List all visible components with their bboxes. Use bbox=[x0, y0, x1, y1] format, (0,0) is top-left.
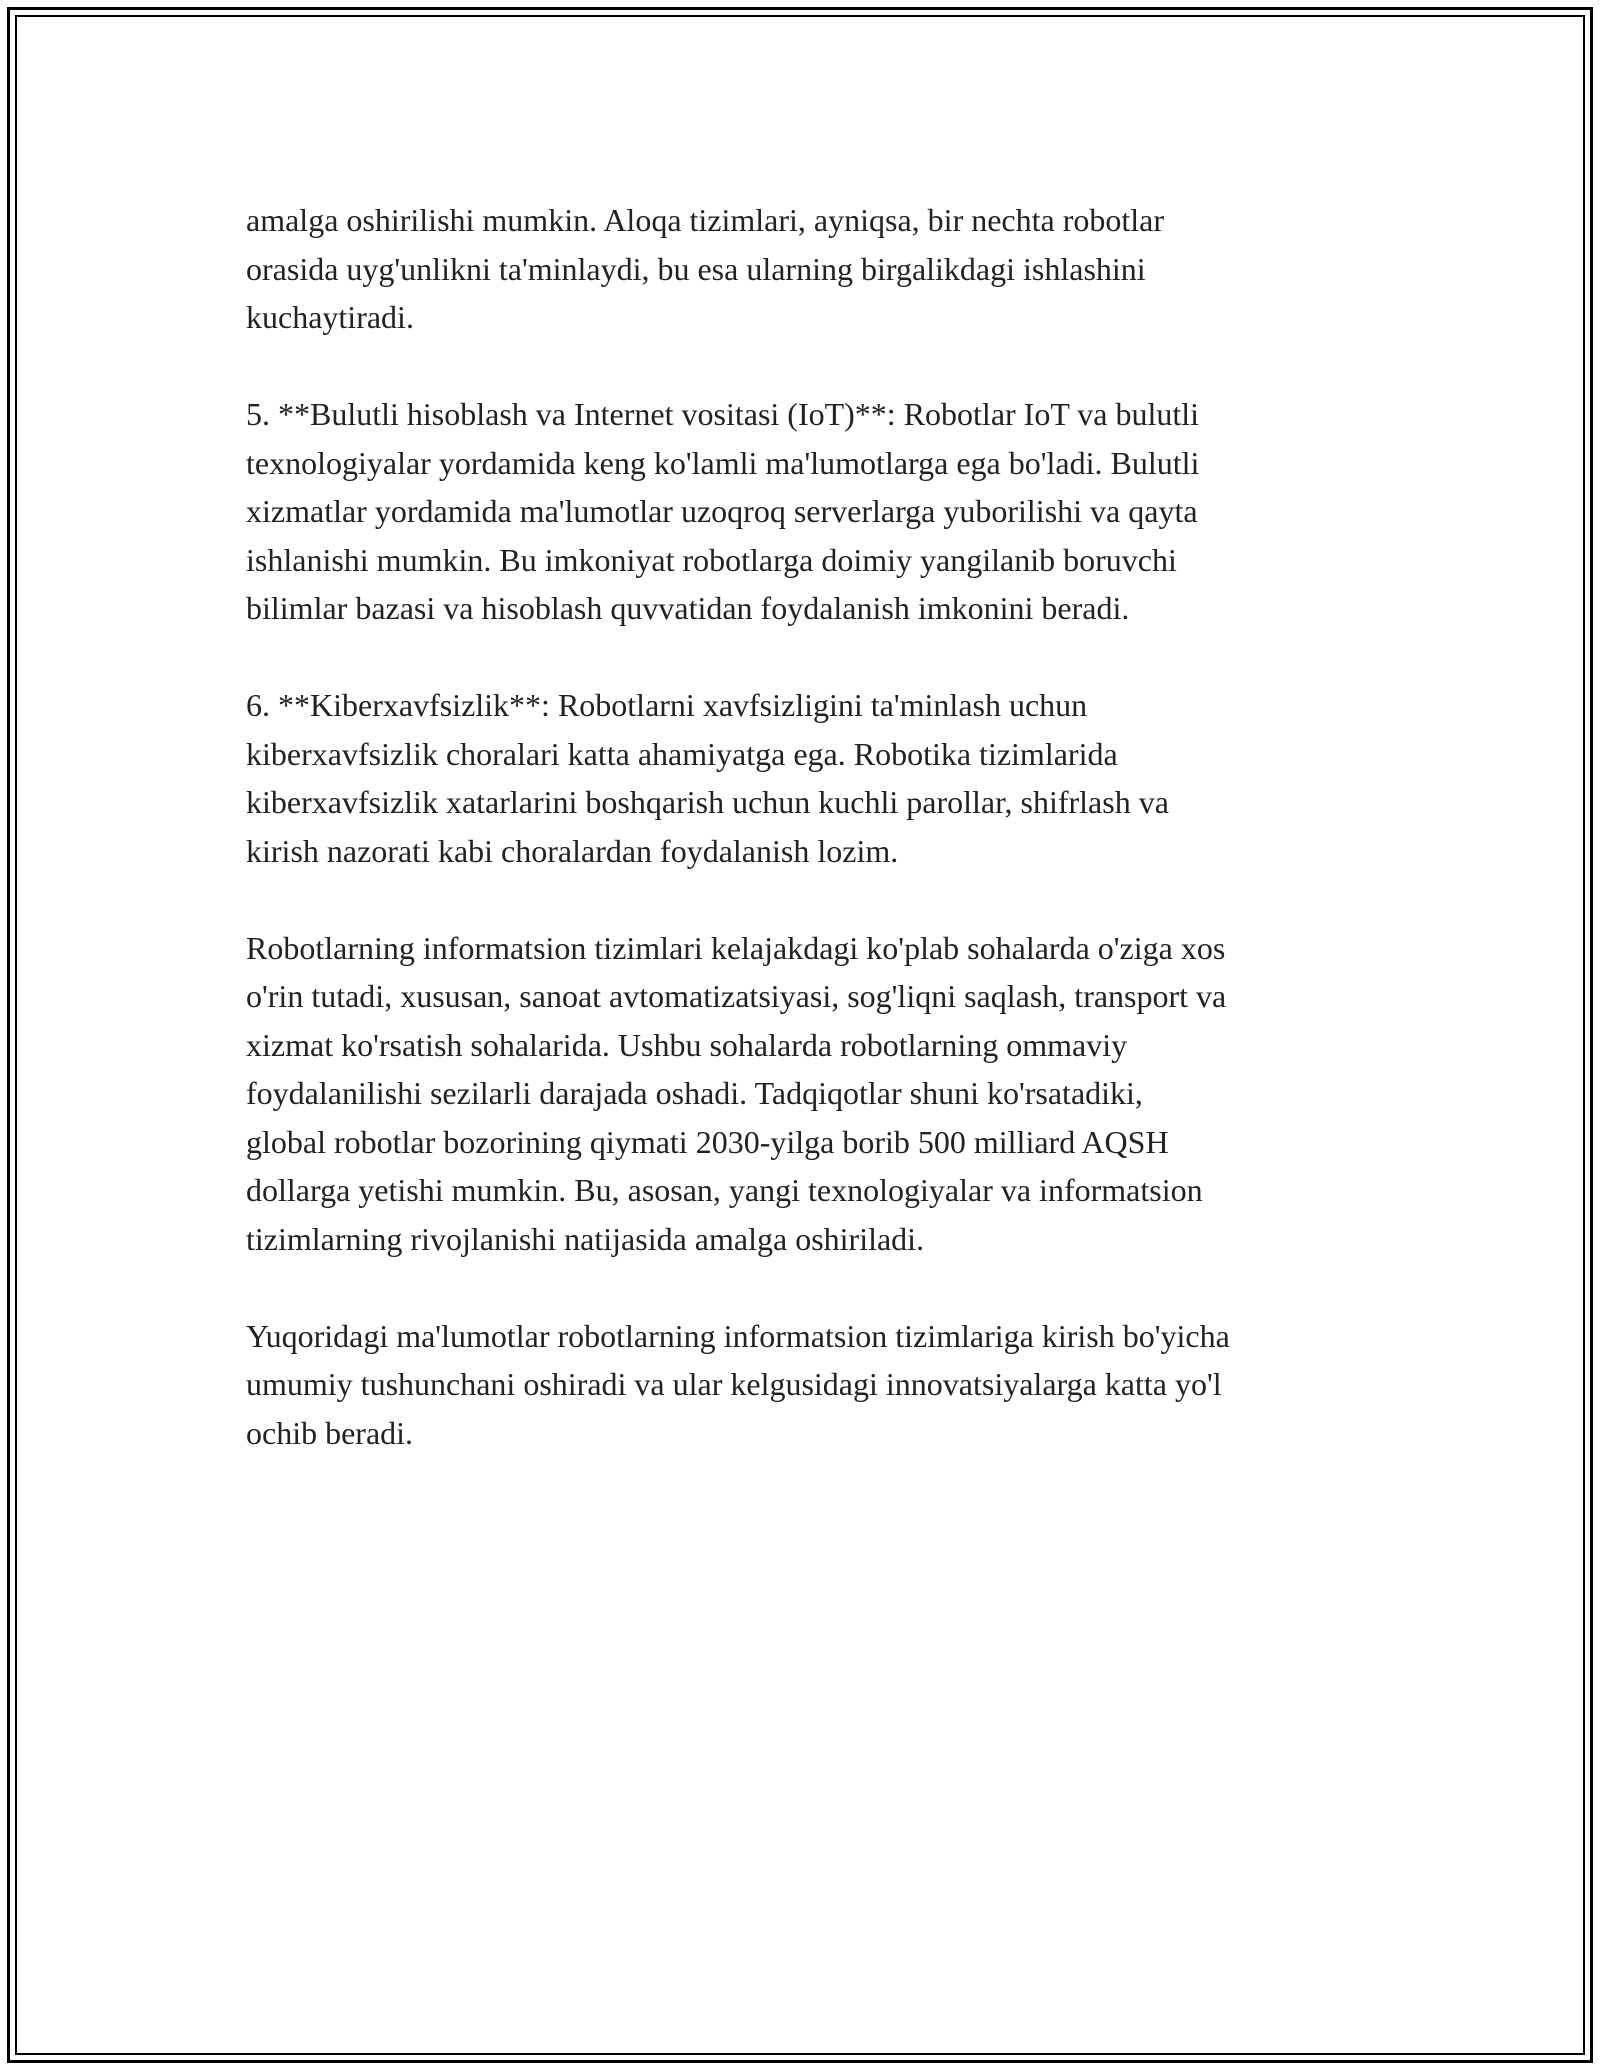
paragraph-future-outlook bbox=[246, 924, 1406, 1264]
text-line: xizmatlar yordamida ma'lumotlar uzoqroq serverlarga yuborilishi va qayta bbox=[246, 493, 1198, 529]
text-line: dollarga yetishi mumkin. Bu, asosan, yangi texnologiyalar va informatsion bbox=[246, 1172, 1203, 1208]
text-line: bilimlar bazasi va hisoblash quvvatidan foydalanish imkonini beradi. bbox=[246, 590, 1130, 626]
text-line: amalga oshirilishi mumkin. Aloqa tizimlari, ayniqsa, bir nechta robotlar bbox=[246, 202, 1165, 238]
text-line: texnologiyalar yordamida keng ko'lamli ma'lumotlarga ega bo'ladi. Bulutli bbox=[246, 444, 1200, 481]
paragraph-cloud-iot bbox=[246, 390, 1406, 633]
text-line: global robotlar bozorining qiymati 2030-yilga borib 500 milliard AQSH bbox=[246, 1123, 1169, 1160]
text-line: kuchaytiradi. bbox=[246, 299, 414, 335]
paragraph-conclusion bbox=[246, 1312, 1406, 1458]
text-line: 6. **Kiberxavfsizlik**: Robotlarni xavfsizligini ta'minlash uchun bbox=[246, 687, 1088, 723]
text-line: xizmat ko'rsatish sohalarida. Ushbu sohalarda robotlarning ommaviy bbox=[246, 1026, 1128, 1063]
text-line: foydalanilishi sezilarli darajada oshadi. Tadqiqotlar shuni ko'rsatadiki, bbox=[246, 1075, 1143, 1111]
document-body bbox=[246, 196, 1406, 1506]
text-line: kirish nazorati kabi choralardan foydalanish lozim. bbox=[246, 832, 899, 869]
text-line: Robotlarning informatsion tizimlari kelajakdagi ko'plab sohalarda o'ziga xos bbox=[246, 929, 1226, 966]
text-line: 5. **Bulutli hisoblash va Internet vositasi (IoT)**: Robotlar IoT va bulutli bbox=[246, 396, 1200, 432]
text-line: ishlanishi mumkin. Bu imkoniyat robotlarga doimiy yangilanib boruvchi bbox=[246, 541, 1177, 578]
text-line: ochib beradi. bbox=[246, 1414, 414, 1451]
text-line: tizimlarning rivojlanishi natijasida amalga oshiriladi. bbox=[246, 1220, 925, 1257]
page-frame bbox=[7, 7, 1593, 2063]
paragraph-cybersecurity bbox=[246, 681, 1406, 875]
text-line: Yuqoridagi ma'lumotlar robotlarning informatsion tizimlariga kirish bo'yicha bbox=[246, 1317, 1230, 1354]
text-line: kiberxavfsizlik xatarlarini boshqarish uchun kuchli parollar, shifrlash va bbox=[246, 784, 1169, 820]
text-line: o'rin tutadi, xususan, sanoat avtomatizatsiyasi, sog'liqni saqlash, transport va bbox=[246, 978, 1227, 1014]
text-line: orasida uyg'unlikni ta'minlaydi, bu esa ularning birgalikdagi ishlashini bbox=[246, 250, 1146, 287]
text-line: umumiy tushunchani oshiradi va ular kelgusidagi innovatsiyalarga katta yo'l bbox=[246, 1366, 1222, 1402]
text-line: kiberxavfsizlik choralari katta ahamiyatga ega. Robotika tizimlarida bbox=[246, 735, 1118, 772]
paragraph-communication bbox=[246, 196, 1406, 342]
